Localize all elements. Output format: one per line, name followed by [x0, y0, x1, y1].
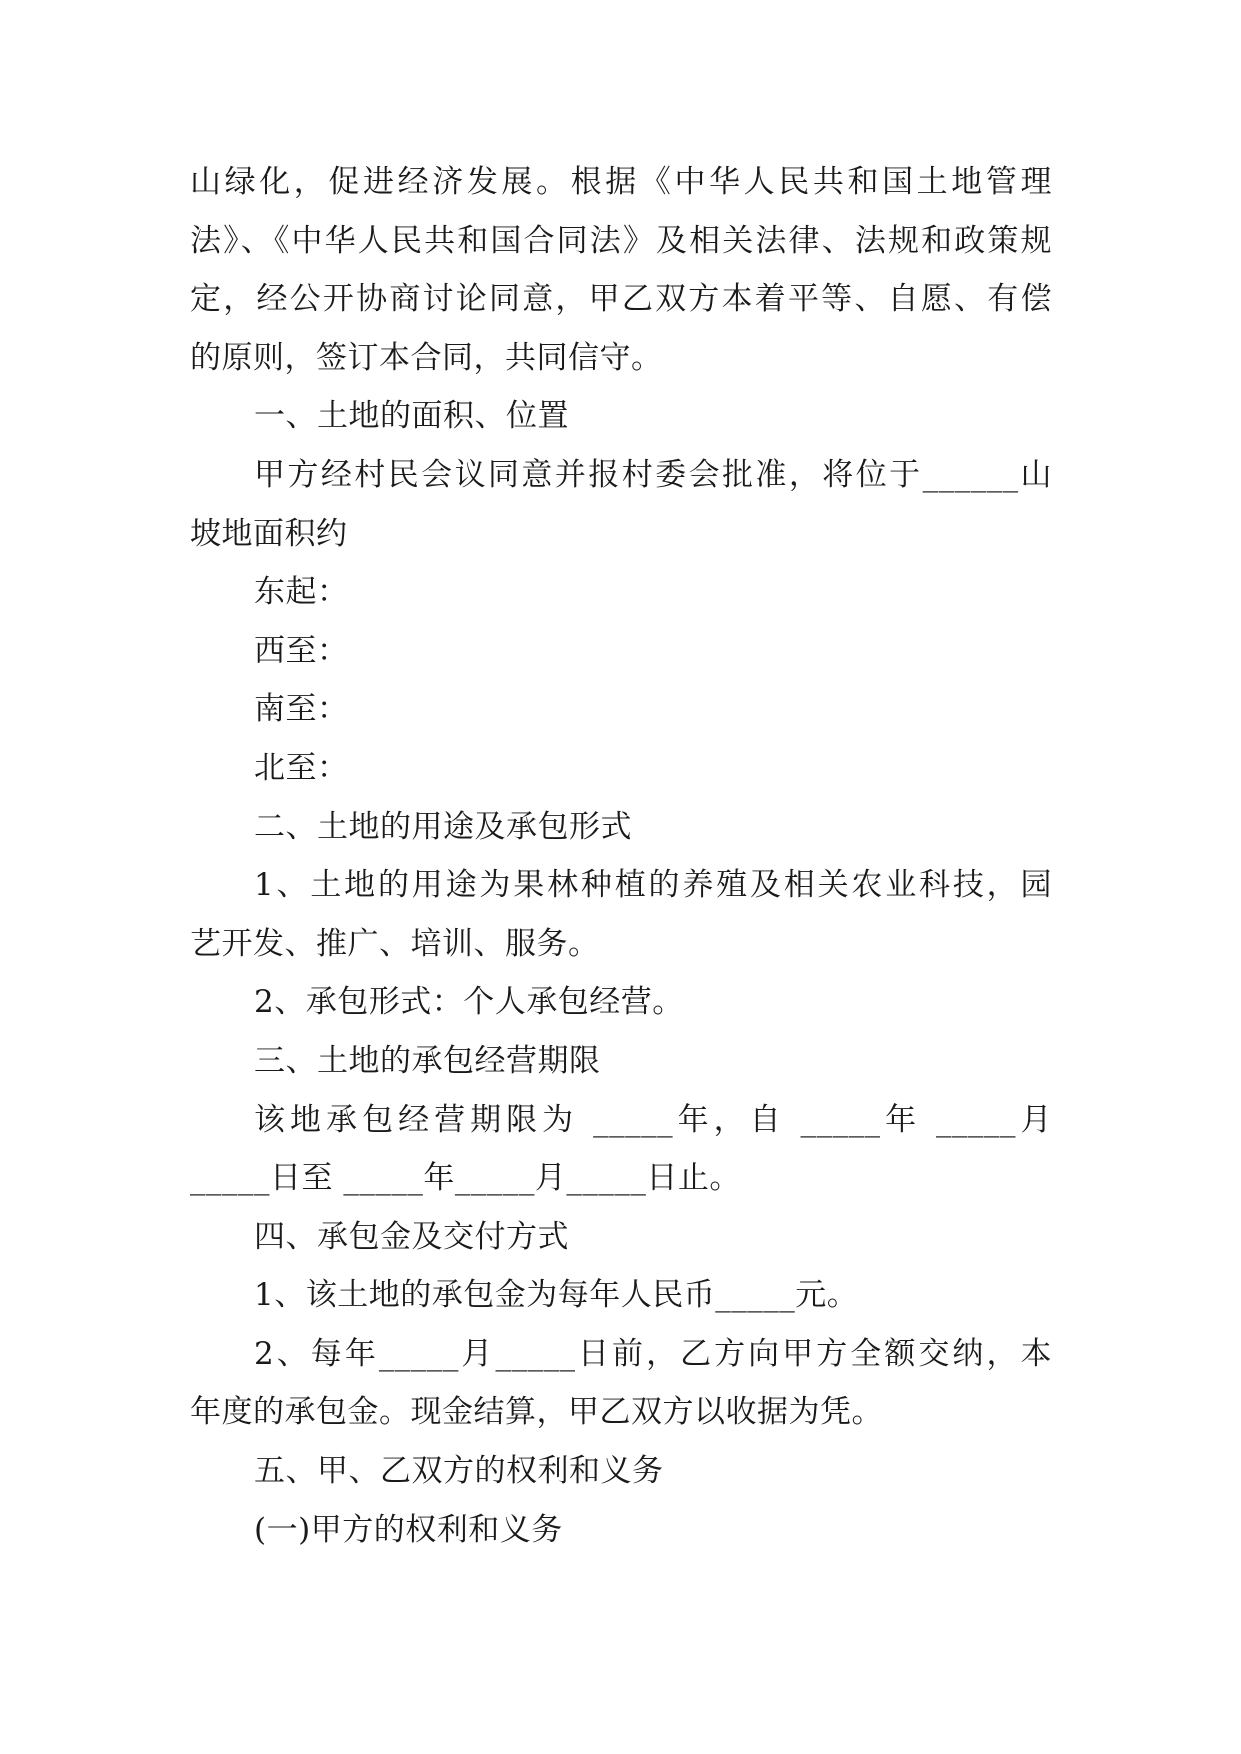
text-line: 2、每年_____月_____日前，乙方向甲方全额交纳，本	[254, 1335, 1052, 1372]
text-line: 西至：	[254, 632, 349, 669]
text-line: 1、土地的用途为果林种植的养殖及相关农业科技，园	[254, 867, 1052, 904]
text-line: 甲方经村民会议同意并报村委会批准，将位于______山	[254, 456, 1052, 493]
text-line: 艺开发、推广、培训、服务。	[190, 925, 600, 962]
text-line: 定，经公开协商讨论同意，甲乙双方本着平等、自愿、有偿	[190, 281, 1052, 318]
text-line: 年度的承包金。现金结算，甲乙双方以收据为凭。	[190, 1394, 883, 1431]
text-line: (一)甲方的权利和义务	[254, 1511, 563, 1548]
text-line: 坡地面积约	[190, 515, 348, 552]
text-line: 2、承包形式：个人承包经营。	[254, 984, 684, 1021]
text-line: 1、该土地的承包金为每年人民币_____元。	[254, 1277, 859, 1314]
document-page	[190, 153, 1052, 1559]
text-line: 南至：	[254, 691, 349, 728]
text-line: 三、土地的承包经营期限	[254, 1042, 601, 1079]
text-line: 该地承包经营期限为 _____年，自 _____年 _____月	[254, 1101, 1052, 1138]
text-line: 山绿化，促进经济发展。根据《中华人民共和国土地管理	[190, 164, 1052, 200]
text-line: 五、甲、乙双方的权利和义务	[254, 1453, 664, 1490]
text-line: _____日至 _____年_____月_____日止。	[190, 1160, 741, 1197]
text-line: 四、承包金及交付方式	[254, 1218, 569, 1255]
text-line: 二、土地的用途及承包形式	[254, 808, 632, 845]
text-line: 东起：	[254, 574, 349, 611]
text-line: 的原则，签订本合同，共同信守。	[190, 339, 663, 376]
text-line: 法》、《中华人民共和国合同法》及相关法律、法规和政策规	[190, 222, 1052, 259]
text-line: 北至：	[254, 749, 349, 786]
document-body	[190, 153, 1052, 1559]
text-line: 一、土地的面积、位置	[254, 398, 569, 435]
